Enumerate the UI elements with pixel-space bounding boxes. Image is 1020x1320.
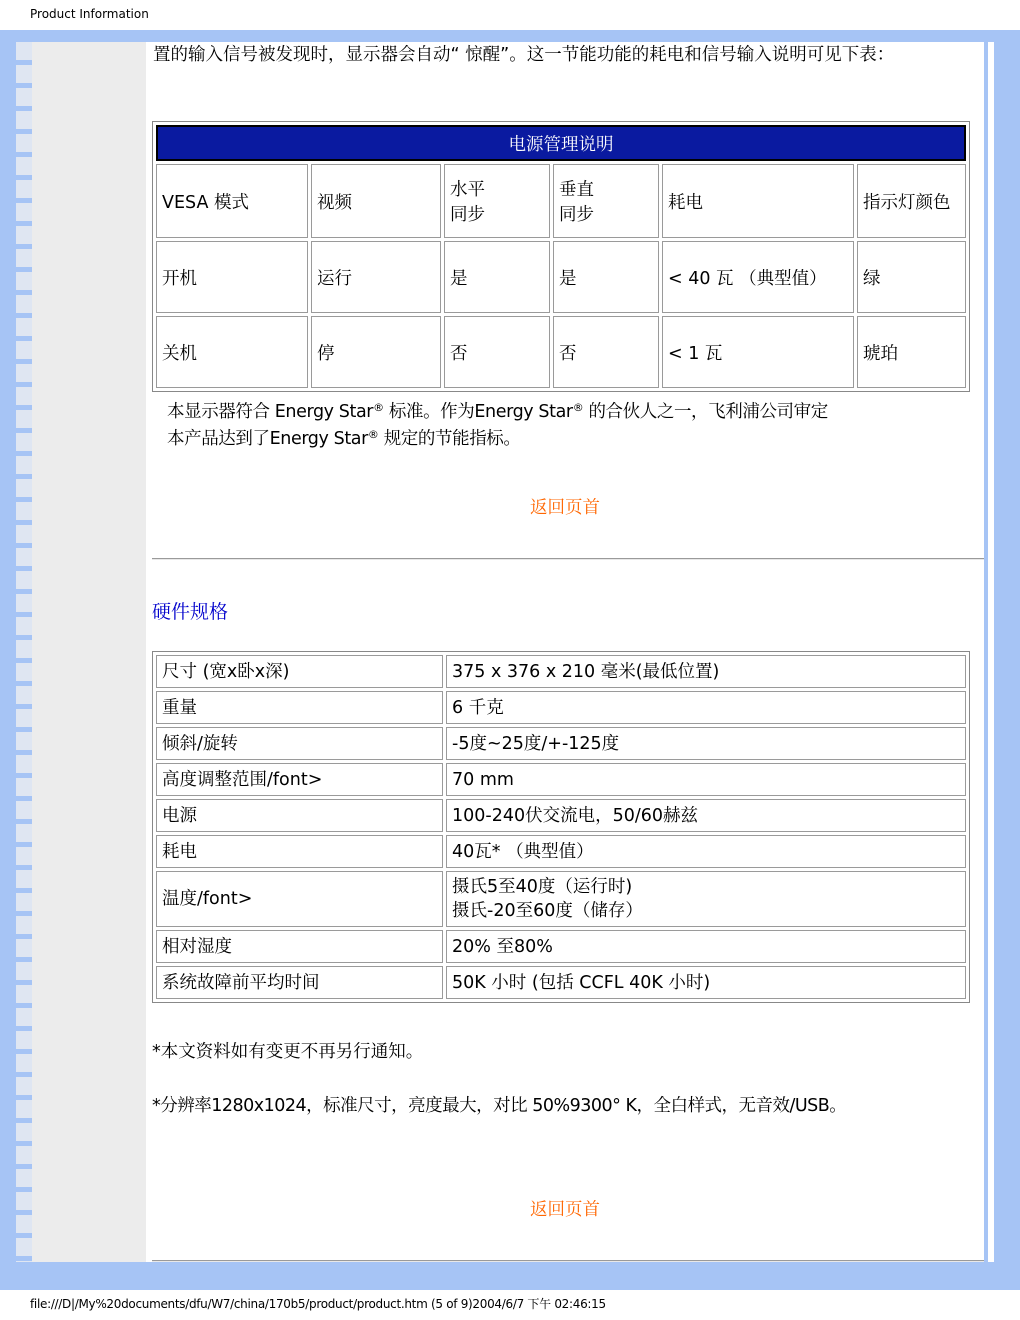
table-row [156, 727, 966, 760]
cell-mode: 开机 [156, 241, 308, 313]
header-v-sync [553, 164, 659, 238]
spec-value-line: 摄氏5至40度（运行时) [452, 877, 633, 897]
print-footer: file:///D|/My%20documents/dfu/W7/china/170b5/product/product.htm (5 of 9)2004/6/7 下午 02:46:15 [30, 1297, 606, 1311]
registered-mark: ® [572, 401, 584, 414]
spec-key: 高度调整范围/font> [156, 763, 443, 796]
cell-video: 停 [311, 316, 441, 388]
spec-value [446, 871, 966, 927]
divider [152, 558, 984, 560]
spec-key: 相对湿度 [156, 930, 443, 963]
energy-text-1: 本显示器符合 Energy Star [167, 402, 374, 422]
sidebar-edge [16, 42, 32, 1262]
table-row [156, 763, 966, 796]
footnote-test-conditions: *分辨率1280x1024，标准尺寸，亮度最大，对比 50%9300° K，全白样式，无音效/USB。 [152, 1096, 847, 1116]
cell-led-color: 琥珀 [857, 316, 966, 388]
footnote-change-notice: *本文资料如有变更不再另行通知。 [152, 1042, 424, 1062]
spec-value: 50K 小时 (包括 CCFL 40K 小时) [446, 966, 966, 999]
header-video: 视频 [311, 164, 441, 238]
sidebar [16, 42, 146, 1262]
table-row [156, 799, 966, 832]
spec-key: 温度/font> [156, 871, 443, 927]
cell-video: 运行 [311, 241, 441, 313]
spec-key: 系统故障前平均时间 [156, 966, 443, 999]
cell-power: < 1 瓦 [662, 316, 854, 388]
spec-value: 40瓦* （典型值） [446, 835, 966, 868]
hardware-spec-table [152, 651, 970, 1003]
registered-mark: ® [373, 401, 384, 414]
spec-value: 70 mm [446, 763, 966, 796]
cell-led-color: 绿 [857, 241, 966, 313]
energy-text-4: 本产品达到了Energy Star [167, 429, 368, 449]
spec-value: -5度~25度/+-125度 [446, 727, 966, 760]
energy-text-2: 标准。作为Energy Star [383, 402, 573, 422]
header-h-sync-label: 水平同步 [450, 180, 485, 225]
cell-mode: 关机 [156, 316, 308, 388]
table-row [156, 655, 966, 688]
power-table-title: 电源管理说明 [156, 125, 966, 161]
header-vesa-mode: VESA 模式 [156, 164, 308, 238]
power-management-table [152, 121, 970, 392]
energy-text-3: 的合伙人之一，飞利浦公司审定 [583, 402, 828, 422]
cell-h-sync: 是 [444, 241, 550, 313]
table-row [156, 966, 966, 999]
print-header: Product Information [30, 7, 149, 21]
hardware-section-title: 硬件规格 [152, 601, 229, 623]
spec-key: 耗电 [156, 835, 443, 868]
energy-text-5: 规定的节能指标。 [378, 429, 521, 449]
right-border [988, 42, 994, 1262]
energy-star-statement [167, 399, 927, 453]
header-h-sync [444, 164, 550, 238]
spec-value: 20% 至80% [446, 930, 966, 963]
table-row [156, 930, 966, 963]
spec-key: 重量 [156, 691, 443, 724]
cell-h-sync: 否 [444, 316, 550, 388]
back-to-top-link[interactable]: 返回页首 [530, 498, 600, 518]
registered-mark: ® [367, 428, 379, 441]
intro-text: 置的输入信号被发现时，显示器会自动“ 惊醒”。这一节能功能的耗电和信号输入说明可见下表： [153, 45, 895, 65]
spec-value: 6 千克 [446, 691, 966, 724]
table-row [156, 835, 966, 868]
divider [152, 1260, 984, 1262]
spec-value: 375 x 376 x 210 毫米(最低位置) [446, 655, 966, 688]
spec-value: 100-240伏交流电，50/60赫兹 [446, 799, 966, 832]
cell-v-sync: 否 [553, 316, 659, 388]
cell-v-sync: 是 [553, 241, 659, 313]
spec-key: 倾斜/旋转 [156, 727, 443, 760]
table-row [156, 691, 966, 724]
table-row [156, 871, 966, 927]
spec-value-line: 摄氏-20至60度（储存） [452, 901, 643, 921]
back-to-top-link[interactable]: 返回页首 [530, 1200, 600, 1220]
header-power: 耗电 [662, 164, 854, 238]
header-v-sync-label: 垂直同步 [559, 180, 594, 225]
cell-power: < 40 瓦 （典型值） [662, 241, 854, 313]
spec-key: 尺寸 (宽x卧x深) [156, 655, 443, 688]
header-led-color: 指示灯颜色 [857, 164, 966, 238]
spec-key: 电源 [156, 799, 443, 832]
